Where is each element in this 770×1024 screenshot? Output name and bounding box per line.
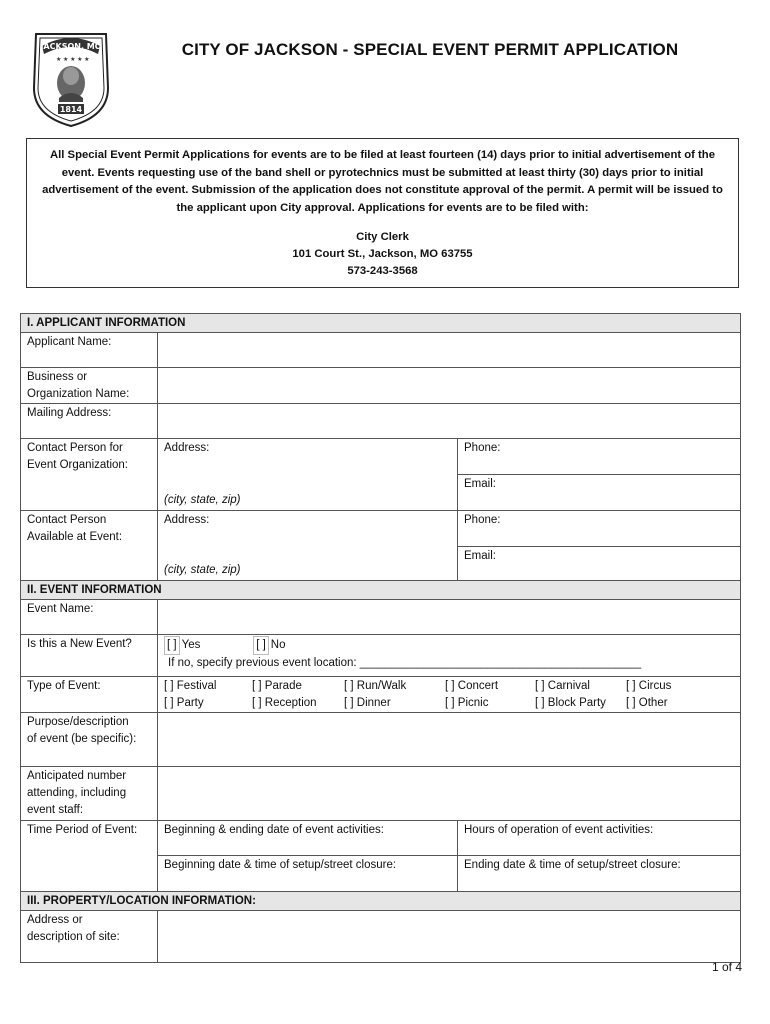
onsite-address-field[interactable] [158,511,458,581]
attendance-label-line1: Anticipated number [27,770,127,782]
onsite-label-line2: Available at Event: [27,531,123,543]
attendance-label-line3: event staff: [27,804,84,816]
attendance-field[interactable] [158,767,741,821]
page-number: 1 of 4 [711,960,742,974]
onsite-email-field[interactable] [458,547,741,581]
site-label-line2: description of site: [27,931,120,943]
hours-label: Hours of operation of event activities: [464,824,654,836]
contact-address-field[interactable] [158,439,458,511]
yes-label: Yes [181,639,201,651]
type-circus-checkbox[interactable]: [ ] Circus [626,680,672,692]
onsite-phone-label: Phone: [464,514,501,526]
no-checkbox-box[interactable]: [ ] [253,636,269,655]
new-event-options [158,635,741,677]
page-title: CITY OF JACKSON - SPECIAL EVENT PERMIT APPLICATION [181,40,679,59]
type-dinner-checkbox[interactable]: [ ] Dinner [344,697,391,709]
contact-phone-field[interactable] [458,439,741,475]
event-name-label: Event Name: [21,600,158,635]
onsite-address-label: Address: [164,514,210,526]
clerk-phone: 573-243-3568 [347,265,418,277]
section-property-header: III. PROPERTY/LOCATION INFORMATION: [21,892,741,911]
contact-phone-label: Phone: [464,442,501,454]
onsite-phone-field[interactable] [458,511,741,547]
type-festival-checkbox[interactable]: [ ] Festival [164,680,217,692]
site-address-field[interactable] [158,911,741,963]
city-clerk-address [37,229,728,280]
type-reception-checkbox[interactable]: [ ] Reception [252,697,317,709]
type-concert-checkbox[interactable]: [ ] Concert [445,680,499,692]
contact-email-label: Email: [464,478,496,490]
event-type-options [158,677,741,713]
attendance-label [21,767,158,821]
contact-email-field[interactable] [458,475,741,511]
type-other-checkbox[interactable]: [ ] Other [626,697,668,709]
filing-notice [26,138,739,288]
type-party-checkbox[interactable]: [ ] Party [164,697,204,709]
mailing-address-label: Mailing Address: [21,404,158,439]
seal-year: 1814 [59,105,83,114]
applicant-name-field[interactable] [158,333,741,368]
setup-start-field[interactable] [158,856,458,892]
new-event-label: Is this a New Event? [21,635,158,677]
onsite-city-hint: (city, state, zip) [164,564,241,576]
notice-paragraph: All Special Event Permit Applications for events are to be filed at least fourteen (14) days prior to initial advertisement of the event. Events requesting use of the band shell or pyrotechnics must be submitted at least thirty (30) days prior to initial advertisement of the event. Submission of the application does not constitute approval of the permit. A permit will be issued to the applicant upon City approval. Applications for events are to be filed with: [42,149,723,214]
contact-label-line1: Contact Person for [27,442,123,454]
new-event-no-checkbox[interactable] [253,639,285,651]
contact-city-hint: (city, state, zip) [164,494,241,506]
attendance-label-line2: attending, including [27,787,127,799]
type-carnival-checkbox[interactable]: [ ] Carnival [535,680,590,692]
begin-end-date-field[interactable] [158,821,458,856]
type-run-walk-checkbox[interactable]: [ ] Run/Walk [344,680,407,692]
event-name-field[interactable] [158,600,741,635]
setup-end-field[interactable] [458,856,741,892]
type-block-party-checkbox[interactable]: [ ] Block Party [535,697,606,709]
application-form [20,313,741,963]
event-type-label: Type of Event: [21,677,158,713]
business-label-line2: Organization Name: [27,388,130,400]
business-label-line1: Business or [27,371,88,383]
purpose-field[interactable] [158,713,741,767]
clerk-street: 101 Court St., Jackson, MO 63755 [292,248,473,260]
clerk-office: City Clerk [356,231,409,243]
type-parade-checkbox[interactable]: [ ] Parade [252,680,302,692]
applicant-name-label: Applicant Name: [21,333,158,368]
previous-location-field[interactable]: If no, specify previous event location: ____________________________________________ [168,657,642,669]
no-label: No [270,639,286,651]
purpose-label-line2: of event (be specific): [27,733,137,745]
section-applicant-header: I. APPLICANT INFORMATION [21,314,741,333]
contact-person-label [21,439,158,511]
type-picnic-checkbox[interactable]: [ ] Picnic [445,697,489,709]
business-name-label [21,368,158,404]
site-label-line1: Address or [27,914,83,926]
site-address-label [21,911,158,963]
seal-text: JACKSON, MO [40,42,102,51]
purpose-label [21,713,158,767]
hours-field[interactable] [458,821,741,856]
contact-label-line2: Event Organization: [27,459,129,471]
setup-end-label: Ending date & time of setup/street closure: [464,859,681,871]
svg-text:★ ★ ★ ★ ★: ★ ★ ★ ★ ★ [56,57,90,63]
time-period-label: Time Period of Event: [21,821,158,892]
city-seal-logo [28,28,114,128]
setup-start-label: Beginning date & time of setup/street closure: [164,859,397,871]
onsite-contact-label [21,511,158,581]
yes-checkbox-box[interactable]: [ ] [164,636,180,655]
begin-end-date-label: Beginning & ending date of event activities: [164,824,384,836]
onsite-label-line1: Contact Person [27,514,107,526]
new-event-yes-checkbox[interactable] [164,636,250,655]
contact-address-label: Address: [164,442,210,454]
purpose-label-line1: Purpose/description [27,716,129,728]
mailing-address-field[interactable] [158,404,741,439]
business-name-field[interactable] [158,368,741,404]
section-event-header: II. EVENT INFORMATION [21,581,741,600]
onsite-email-label: Email: [464,550,496,562]
